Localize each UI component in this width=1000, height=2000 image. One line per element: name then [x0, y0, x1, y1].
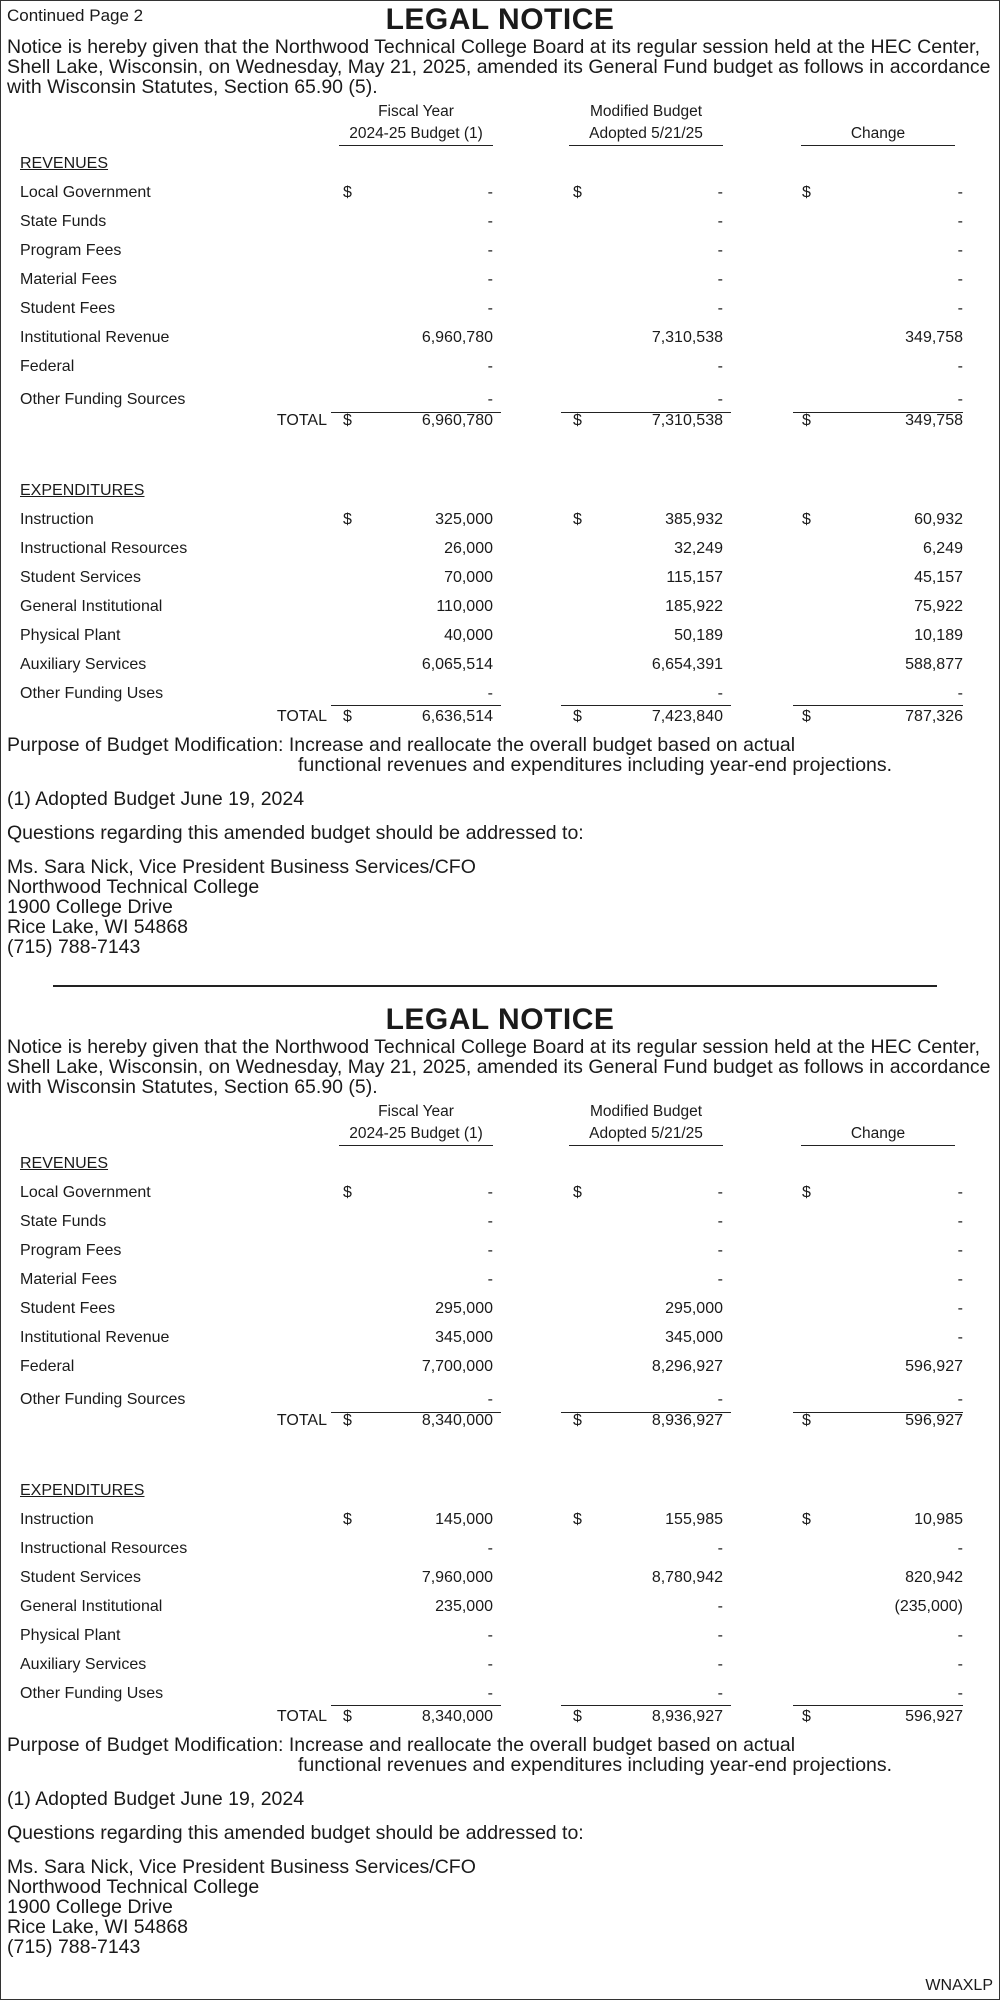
- amount-cell: -: [487, 300, 493, 317]
- amount-cell: -: [487, 1242, 493, 1259]
- amount-cell: 10,189: [914, 627, 963, 644]
- spacer: [1, 809, 999, 823]
- row-label: Institutional Revenue: [20, 329, 170, 346]
- amount-cell: 6,636,514: [421, 708, 493, 725]
- table-row: [1, 625, 999, 647]
- spacer: [1, 843, 999, 857]
- amount-cell: 6,065,514: [421, 656, 493, 673]
- row-label: Student Services: [20, 569, 141, 586]
- amount-cell: -: [957, 1627, 963, 1644]
- row-label: Physical Plant: [20, 627, 121, 644]
- row-label: Auxiliary Services: [20, 656, 147, 673]
- column-header-line1: Fiscal Year: [378, 1103, 454, 1120]
- table-row: [1, 389, 999, 411]
- amount-cell: 6,960,780: [421, 412, 493, 429]
- row-label: Material Fees: [20, 271, 117, 288]
- revenues-heading: REVENUES: [20, 155, 109, 172]
- total-label: TOTAL: [276, 708, 327, 725]
- amount-cell: -: [957, 1300, 963, 1317]
- column-header: [801, 101, 955, 146]
- amount-cell: 6,249: [922, 540, 963, 557]
- amount-cell: 345,000: [665, 1329, 723, 1346]
- contact-line: Northwood Technical College: [7, 1876, 260, 1898]
- amount-cell: -: [717, 391, 723, 408]
- amount-cell: 349,758: [905, 412, 963, 429]
- amount-cell: -: [957, 1271, 963, 1288]
- currency-sign: $: [802, 1412, 811, 1429]
- footer-code: WNAXLP: [925, 1977, 993, 1994]
- amount-cell: 7,423,840: [651, 708, 723, 725]
- amount-cell: 596,927: [905, 1358, 963, 1375]
- column-header-line2: Change: [801, 123, 955, 146]
- amount-cell: -: [957, 1329, 963, 1346]
- currency-sign: $: [343, 708, 352, 725]
- amount-cell: -: [487, 1271, 493, 1288]
- budget-table: [1, 101, 999, 731]
- amount-cell: -: [487, 1685, 493, 1702]
- table-row: [1, 182, 999, 204]
- row-label: Program Fees: [20, 242, 122, 259]
- row-label: Local Government: [20, 184, 151, 201]
- expenditures-heading: EXPENDITURES: [20, 482, 145, 499]
- amount-cell: 8,340,000: [421, 1708, 493, 1725]
- amount-cell: -: [487, 1184, 493, 1201]
- table-row: [1, 1567, 999, 1589]
- purpose-line-2: functional revenues and expenditures including year-end projections.: [298, 754, 893, 776]
- currency-sign: $: [343, 1184, 352, 1201]
- adopted-note: (1) Adopted Budget June 19, 2024: [7, 1788, 305, 1810]
- total-row-revenues: [1, 410, 999, 432]
- purpose-line-2: functional revenues and expenditures including year-end projections.: [298, 1754, 893, 1776]
- budget-purpose: [7, 735, 993, 775]
- notice-title: LEGAL NOTICE: [385, 3, 615, 36]
- amount-cell: 115,157: [666, 569, 723, 586]
- contact-line: Northwood Technical College: [7, 876, 260, 898]
- currency-sign: $: [343, 511, 352, 528]
- amount-cell: 7,700,000: [421, 1358, 493, 1375]
- row-label: Institutional Revenue: [20, 1329, 170, 1346]
- table-row: [1, 538, 999, 560]
- table-row: [1, 683, 999, 705]
- amount-cell: -: [487, 213, 493, 230]
- table-row: [1, 1240, 999, 1262]
- amount-cell: 349,758: [905, 329, 963, 346]
- row-label: Student Fees: [20, 1300, 116, 1317]
- row-label: Material Fees: [20, 1271, 117, 1288]
- contact-line: (715) 788-7143: [7, 1936, 141, 1958]
- contact-line: 1900 College Drive: [7, 1896, 173, 1918]
- amount-cell: 45,157: [914, 569, 963, 586]
- amount-cell: 596,927: [905, 1708, 963, 1725]
- total-row-revenues: [1, 1410, 999, 1432]
- budget-table: [1, 1101, 999, 1731]
- amount-cell: -: [717, 1656, 723, 1673]
- notice-intro: Notice is hereby given that the Northwood Technical College Board at its regular session held at the HEC Center, Shell Lake, Wisconsin, on Wednesday, May 21, 2025, amended its General Fund budget as follows in accordance with Wisconsin Statutes, Section 65.90 (5).: [7, 36, 991, 98]
- column-header-line2: Adopted 5/21/25: [569, 123, 723, 146]
- table-row: [1, 1538, 999, 1560]
- section-heading-expenditures: [1, 480, 999, 502]
- amount-cell: 8,340,000: [421, 1412, 493, 1429]
- currency-sign: $: [573, 1708, 582, 1725]
- table-row: [1, 211, 999, 233]
- section-heading-revenues: [1, 1153, 999, 1175]
- amount-cell: -: [487, 1656, 493, 1673]
- total-row-expenditures: [1, 706, 999, 728]
- amount-cell: 8,936,927: [651, 1412, 723, 1429]
- row-label: Instruction: [20, 1511, 94, 1528]
- amount-cell: 145,000: [435, 1511, 493, 1528]
- amount-cell: -: [957, 300, 963, 317]
- table-row: [1, 356, 999, 378]
- amount-cell: 155,985: [665, 1511, 723, 1528]
- amount-cell: 70,000: [444, 569, 493, 586]
- revenues-heading: REVENUES: [20, 1155, 109, 1172]
- amount-cell: 40,000: [444, 627, 493, 644]
- row-label: Student Fees: [20, 300, 116, 317]
- row-label: State Funds: [20, 213, 107, 230]
- amount-cell: -: [957, 391, 963, 408]
- row-label: Other Funding Sources: [20, 1391, 186, 1408]
- amount-cell: -: [957, 1391, 963, 1408]
- amount-cell: -: [717, 1598, 723, 1615]
- amount-cell: -: [957, 1540, 963, 1557]
- table-row: [1, 654, 999, 676]
- amount-cell: 7,960,000: [421, 1569, 493, 1586]
- contact-line: Ms. Sara Nick, Vice President Business Services/CFO: [7, 1856, 476, 1878]
- row-label: State Funds: [20, 1213, 107, 1230]
- currency-sign: $: [802, 1708, 811, 1725]
- amount-cell: -: [487, 1540, 493, 1557]
- section-heading-expenditures: [1, 1480, 999, 1502]
- table-row: [1, 327, 999, 349]
- contact-block: [7, 1857, 993, 1957]
- amount-cell: -: [487, 271, 493, 288]
- column-header-line2: Change: [801, 1123, 955, 1146]
- table-row: [1, 298, 999, 320]
- table-row: [1, 1356, 999, 1378]
- table-row: [1, 1298, 999, 1320]
- amount-cell: -: [957, 184, 963, 201]
- amount-cell: -: [957, 1685, 963, 1702]
- amount-cell: -: [957, 213, 963, 230]
- table-row: [1, 567, 999, 589]
- amount-cell: 385,932: [665, 511, 723, 528]
- amount-cell: -: [487, 685, 493, 702]
- amount-cell: 110,000: [436, 598, 493, 615]
- amount-cell: -: [487, 1213, 493, 1230]
- currency-sign: $: [802, 708, 811, 725]
- row-label: General Institutional: [20, 1598, 163, 1615]
- column-header-line1: Modified Budget: [589, 1103, 703, 1120]
- row-label: Other Funding Sources: [20, 391, 186, 408]
- amount-cell: 26,000: [444, 540, 493, 557]
- amount-cell: -: [487, 242, 493, 259]
- row-label: Instruction: [20, 511, 94, 528]
- currency-sign: $: [573, 1511, 582, 1528]
- table-row: [1, 1389, 999, 1411]
- table-row: [1, 1683, 999, 1705]
- expenditures-heading: EXPENDITURES: [20, 1482, 145, 1499]
- table-row: [1, 1327, 999, 1349]
- notice-intro: Notice is hereby given that the Northwood Technical College Board at its regular session held at the HEC Center, Shell Lake, Wisconsin, on Wednesday, May 21, 2025, amended its General Fund budget as follows in accordance with Wisconsin Statutes, Section 65.90 (5).: [7, 1036, 991, 1098]
- row-label: Federal: [20, 1358, 75, 1375]
- column-header-line2: 2024-25 Budget (1): [339, 123, 493, 146]
- column-header: [569, 101, 723, 146]
- section-heading-revenues: [1, 153, 999, 175]
- column-header-line2: Adopted 5/21/25: [569, 1123, 723, 1146]
- spacer: [1, 775, 999, 789]
- total-label: TOTAL: [276, 412, 327, 429]
- column-header-line1: Fiscal Year: [378, 103, 454, 120]
- currency-sign: $: [573, 708, 582, 725]
- column-header: [339, 101, 493, 146]
- column-header: [569, 1101, 723, 1146]
- amount-cell: -: [487, 1627, 493, 1644]
- amount-cell: -: [717, 1184, 723, 1201]
- currency-sign: $: [573, 1412, 582, 1429]
- amount-cell: 75,922: [914, 598, 963, 615]
- amount-cell: -: [487, 1391, 493, 1408]
- amount-cell: 596,927: [905, 1412, 963, 1429]
- contact-line: Rice Lake, WI 54868: [7, 1916, 189, 1938]
- amount-cell: -: [717, 1242, 723, 1259]
- amount-cell: 7,310,538: [651, 412, 723, 429]
- amount-cell: -: [717, 1627, 723, 1644]
- legal-notice-2: [1, 1001, 999, 1957]
- table-row: [1, 1211, 999, 1233]
- row-label: Other Funding Uses: [20, 685, 164, 702]
- currency-sign: $: [573, 511, 582, 528]
- currency-sign: $: [802, 511, 811, 528]
- amount-cell: -: [957, 242, 963, 259]
- row-label: Instructional Resources: [20, 540, 188, 557]
- table-row: [1, 1269, 999, 1291]
- row-label: Physical Plant: [20, 1627, 121, 1644]
- amount-cell: 50,189: [674, 627, 723, 644]
- amount-cell: -: [717, 271, 723, 288]
- adopted-note: (1) Adopted Budget June 19, 2024: [7, 788, 305, 810]
- column-header-line2: 2024-25 Budget (1): [339, 1123, 493, 1146]
- table-row: [1, 269, 999, 291]
- currency-sign: $: [573, 1184, 582, 1201]
- table-row: [1, 596, 999, 618]
- amount-cell: 8,936,927: [651, 1708, 723, 1725]
- column-header: [801, 1101, 955, 1146]
- amount-cell: 325,000: [435, 511, 493, 528]
- purpose-line-1: Purpose of Budget Modification: Increase and reallocate the overall budget based on actual: [7, 1734, 796, 1756]
- amount-cell: 32,249: [674, 540, 723, 557]
- amount-cell: 8,296,927: [651, 1358, 723, 1375]
- amount-cell: 787,326: [905, 708, 963, 725]
- amount-cell: -: [957, 685, 963, 702]
- table-row: [1, 240, 999, 262]
- amount-cell: 185,922: [665, 598, 723, 615]
- amount-cell: -: [717, 242, 723, 259]
- row-label: Federal: [20, 358, 75, 375]
- notice-title: LEGAL NOTICE: [385, 1003, 615, 1036]
- amount-cell: -: [717, 358, 723, 375]
- currency-sign: $: [343, 412, 352, 429]
- table-row: [1, 1596, 999, 1618]
- legal-notice-1: [1, 1, 999, 957]
- amount-cell: -: [717, 1391, 723, 1408]
- amount-cell: -: [957, 1656, 963, 1673]
- notice-divider: [53, 985, 937, 987]
- total-row-expenditures: [1, 1706, 999, 1728]
- amount-cell: 235,000: [435, 1598, 493, 1615]
- amount-cell: 7,310,538: [651, 329, 723, 346]
- currency-sign: $: [802, 184, 811, 201]
- row-label: Other Funding Uses: [20, 1685, 164, 1702]
- contact-line: 1900 College Drive: [7, 896, 173, 918]
- amount-cell: -: [957, 1184, 963, 1201]
- table-row: [1, 1654, 999, 1676]
- row-label: Auxiliary Services: [20, 1656, 147, 1673]
- amount-cell: -: [487, 391, 493, 408]
- column-header-line1: [801, 1101, 955, 1123]
- amount-cell: (235,000): [894, 1598, 963, 1615]
- currency-sign: $: [343, 1412, 352, 1429]
- row-label: Program Fees: [20, 1242, 122, 1259]
- amount-cell: -: [957, 271, 963, 288]
- contact-line: Ms. Sara Nick, Vice President Business Services/CFO: [7, 856, 476, 878]
- amount-cell: -: [957, 358, 963, 375]
- amount-cell: -: [717, 1213, 723, 1230]
- table-row: [1, 1182, 999, 1204]
- amount-cell: -: [957, 1213, 963, 1230]
- amount-cell: -: [957, 1242, 963, 1259]
- column-header-line1: Modified Budget: [589, 103, 703, 120]
- amount-cell: 6,654,391: [651, 656, 723, 673]
- spacer: [1, 1809, 999, 1823]
- amount-cell: -: [717, 1271, 723, 1288]
- amount-cell: -: [717, 1685, 723, 1702]
- total-label: TOTAL: [276, 1708, 327, 1725]
- table-row: [1, 509, 999, 531]
- column-header-line1: [801, 101, 955, 123]
- total-label: TOTAL: [276, 1412, 327, 1429]
- column-header: [339, 1101, 493, 1146]
- amount-cell: 10,985: [914, 1511, 963, 1528]
- questions-text: Questions regarding this amended budget should be addressed to:: [7, 822, 584, 844]
- purpose-line-1: Purpose of Budget Modification: Increase and reallocate the overall budget based on actual: [7, 734, 796, 756]
- currency-sign: $: [573, 412, 582, 429]
- amount-cell: 60,932: [914, 511, 963, 528]
- amount-cell: 295,000: [435, 1300, 493, 1317]
- amount-cell: -: [717, 1540, 723, 1557]
- currency-sign: $: [343, 1511, 352, 1528]
- row-label: Instructional Resources: [20, 1540, 188, 1557]
- amount-cell: -: [717, 184, 723, 201]
- amount-cell: 295,000: [665, 1300, 723, 1317]
- amount-cell: -: [487, 358, 493, 375]
- spacer: [1, 1775, 999, 1789]
- amount-cell: 6,960,780: [421, 329, 493, 346]
- table-row: [1, 1509, 999, 1531]
- contact-line: (715) 788-7143: [7, 936, 141, 958]
- currency-sign: $: [573, 184, 582, 201]
- currency-sign: $: [802, 1184, 811, 1201]
- row-label: Student Services: [20, 1569, 141, 1586]
- amount-cell: 588,877: [905, 656, 963, 673]
- currency-sign: $: [802, 1511, 811, 1528]
- amount-cell: -: [487, 184, 493, 201]
- contact-line: Rice Lake, WI 54868: [7, 916, 189, 938]
- amount-cell: -: [717, 685, 723, 702]
- contact-block: [7, 857, 993, 957]
- continued-label: Continued Page 2: [7, 6, 144, 25]
- budget-purpose: [7, 1735, 993, 1775]
- amount-cell: -: [717, 213, 723, 230]
- currency-sign: $: [343, 184, 352, 201]
- amount-cell: 8,780,942: [651, 1569, 723, 1586]
- amount-cell: 345,000: [435, 1329, 493, 1346]
- amount-cell: 820,942: [905, 1569, 963, 1586]
- questions-text: Questions regarding this amended budget should be addressed to:: [7, 1822, 584, 1844]
- spacer: [1, 1843, 999, 1857]
- row-label: Local Government: [20, 1184, 151, 1201]
- table-row: [1, 1625, 999, 1647]
- row-label: General Institutional: [20, 598, 163, 615]
- currency-sign: $: [343, 1708, 352, 1725]
- amount-cell: -: [717, 300, 723, 317]
- currency-sign: $: [802, 412, 811, 429]
